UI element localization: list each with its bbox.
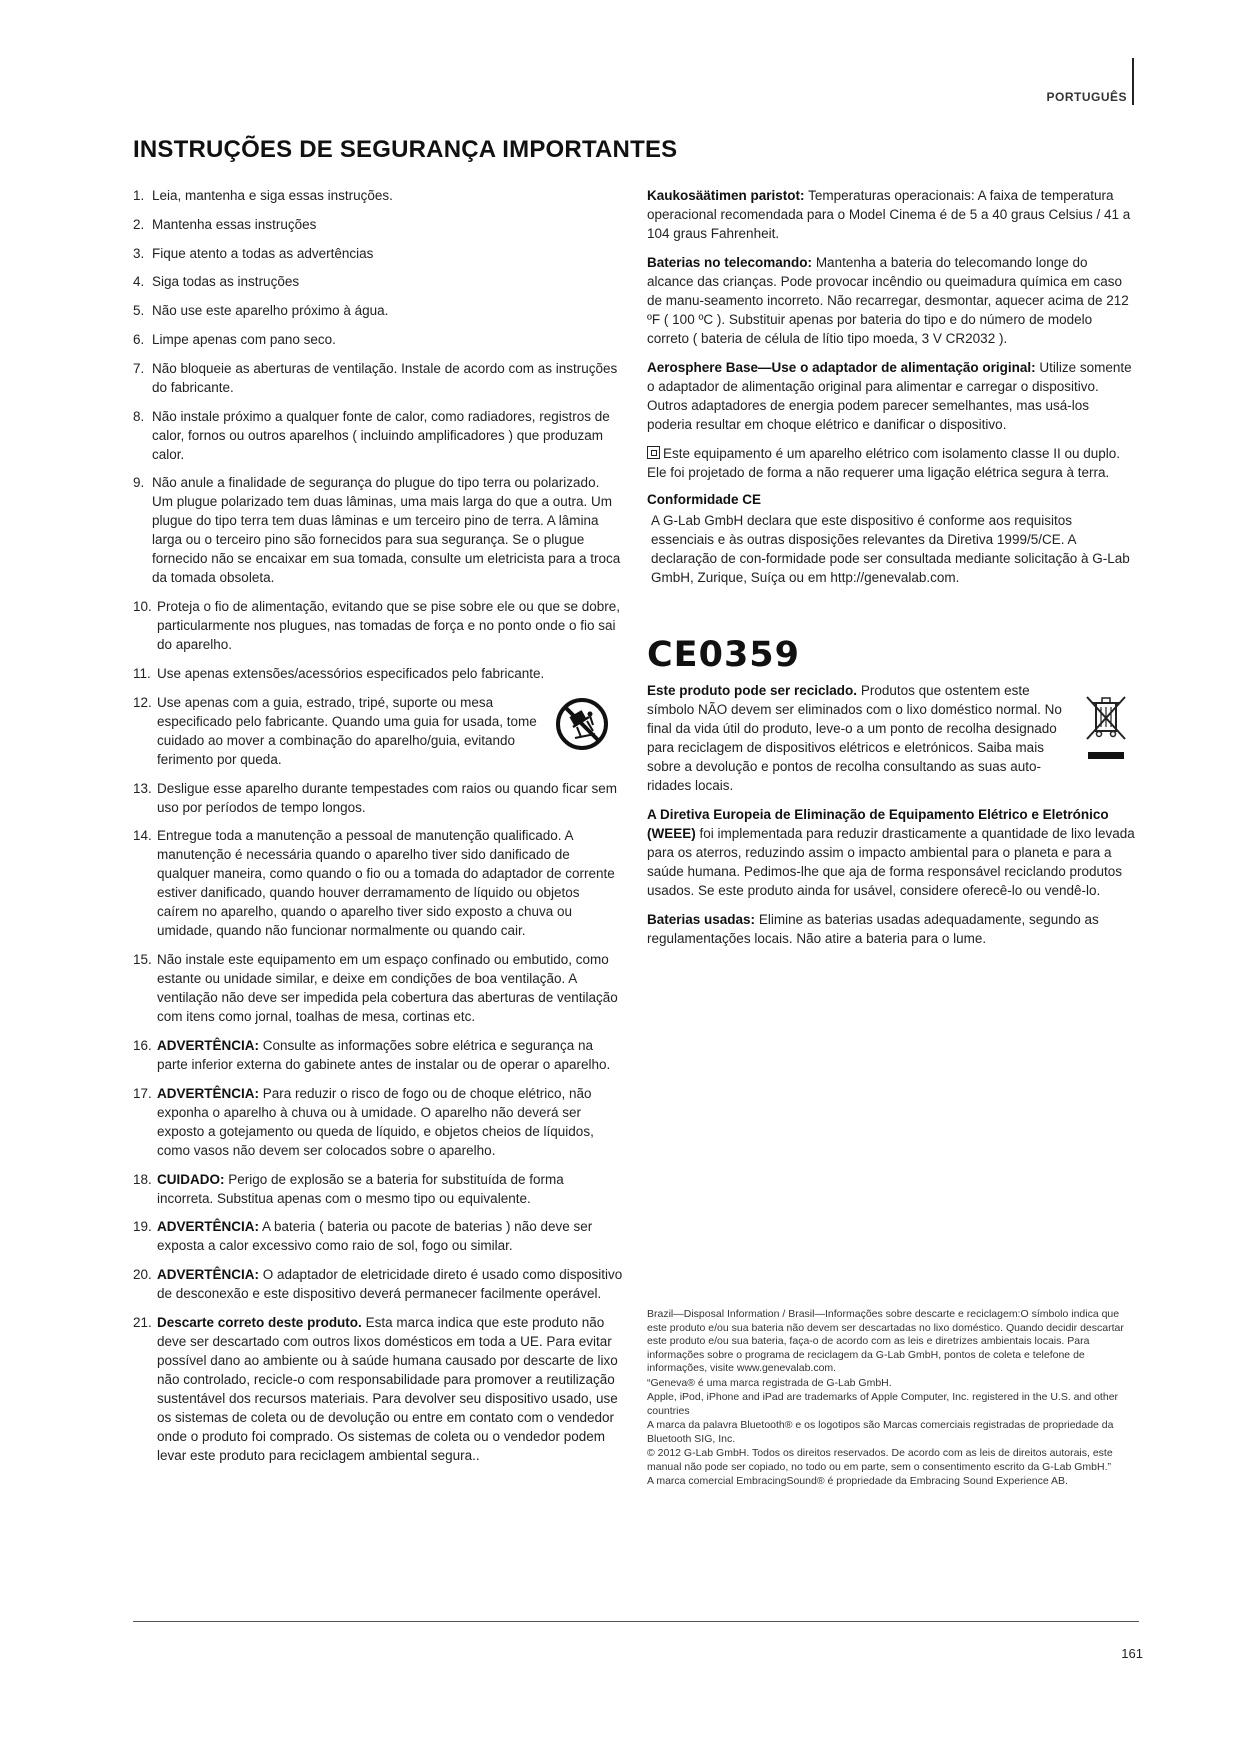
list-item: 14. Entregue toda a manutenção a pessoal de manutenção qualificado. A manutenção é necessária quando o aparelho tiver sido danificado de qualquer maneira, como quando o fio ou a tomada do adaptador de corrente estiver danificado, quando houver derramamento de líquido ou objetos caírem no aparelho, quando o aparelho tiver sido exposto a chuva ou umidade, quando não funcionar normalmente ou quando cair. xyxy=(133,828,615,939)
weee-bin-icon-wrap xyxy=(1079,693,1133,759)
footer-rule xyxy=(133,1621,1139,1622)
list-item: 4. Siga todas as instruções xyxy=(133,274,300,290)
safety-instructions-column xyxy=(133,186,623,1475)
list-item: 10. Proteja o fio de alimentação, evitando que se pise sobre ele ou que se dobre, particularmente nos plugues, nas tomadas de força e no ponto onde o fio sai do aparelho. xyxy=(133,599,621,653)
safety-instructions-list xyxy=(133,186,623,1465)
list-item: 2. Mantenha essas instruções xyxy=(133,216,317,232)
ce-conformity-paragraph: A G-Lab GmbH declara que este dispositivo é conforme aos requisitos essenciais e às outras disposições relevantes da Diretiva 1999/5/CE. A declaração de con-formidade pode ser consultada mediante solicitação à G-Lab GmbH, Zurique, Suíça ou em http://genevalab.com. xyxy=(651,513,1130,585)
language-label: PORTUGUÊS xyxy=(1046,90,1127,104)
bluetooth-trademark-note: A marca da palavra Bluetooth® e os logotipos são Marcas comerciais registradas de propriedade da Bluetooth SIG, Inc. xyxy=(647,1419,1114,1445)
legal-notes xyxy=(647,1308,1137,1490)
list-item: 1. Leia, mantenha e siga essas instruções. xyxy=(133,188,393,203)
recycle-paragraph: Este produto pode ser reciclado. Produtos que ostentem este símbolo NÃO devem ser eliminados com o lixo doméstico normal. No final da vida útil do produto, leve-o a um ponto de recolha designado para reciclagem de dispositivos elétricos e eletrónicos. Saiba mais sobre a devolução e pontos de recolha consultando as suas auto-ridades locais. xyxy=(647,681,1137,795)
geneva-trademark-note: “Geneva® é uma marca registrada de G-Lab GmbH. xyxy=(647,1376,892,1389)
list-item: 8. Não instale próximo a qualquer fonte de calor, como radiadores, registros de calor, fornos ou outros aparelhos ( incluindo amplificadores ) que produzam calor. xyxy=(133,408,610,462)
list-item: 7. Não bloqueie as aberturas de ventilação. Instale de acordo com as instruções do fabricante. xyxy=(133,360,618,395)
list-item: 12. Use apenas com a guia, estrado, tripé, suporte ou mesa especificado pelo fabricante. Quando uma guia for usada, tome cuidado ao mover a combinação do aparelho/guia, evitando ferimento por queda. xyxy=(133,693,623,769)
bin-bar xyxy=(1088,752,1124,759)
crossed-bin-icon xyxy=(1084,693,1128,741)
brazil-disposal-note: Brazil—Disposal Information / Brasil—Informações sobre descarte e reciclagem:O símbolo indica que este produto e/ou sua bateria não devem ser descartadas no lixo doméstico. Quando decidir descartar este produto e/ou sua bateria, faça-o de acordo com as leis e diretrizes ambientais locais. Para informações sobre o programa de reciclagem da G-Lab GmbH, pontos de coleta e telefone de informações, visite www.genevalab.com. xyxy=(647,1308,1124,1374)
ce-conformity-heading: Conformidade CE xyxy=(647,492,762,507)
used-batteries-paragraph: Baterias usadas: Elimine as baterias usadas adequadamente, segundo as regulamentações locais. Não atire a bateria para o lume. xyxy=(647,912,1099,946)
double-insulation-icon xyxy=(647,446,660,459)
list-item: 11. Use apenas extensões/acessórios especificados pelo fabricante. xyxy=(133,665,545,681)
apple-trademark-note: Apple, iPod, iPhone and iPad are trademarks of Apple Computer, Inc. registered in the U.S. and other countries xyxy=(647,1391,1119,1417)
ce-mark-logo: CE0359 xyxy=(647,635,801,675)
remote-battery-warning-paragraph: Baterias no telecomando: Mantenha a bateria do telecomando longe do alcance das crianças. Pode provocar incêndio ou queimadura química em caso de manu-seamento incorreto. Não recarregar, desmontar, aquecer acima de 212 ºF ( 100 ºC ). Substituir apenas por bateria do tipo e do número de modelo correto ( bateria de célula de lítio tipo moeda, 3 V CR2032 ). xyxy=(647,255,1129,346)
list-item: 16. ADVERTÊNCIA: Consulte as informações sobre elétrica e segurança na parte inferior externa do gabinete antes de instalar ou de operar o aparelho. xyxy=(133,1037,611,1072)
list-item: 19. ADVERTÊNCIA: A bateria ( bateria ou pacote de baterias ) não deve ser exposta a calor excessivo como raio de sol, fogo ou similar. xyxy=(133,1219,593,1254)
list-item: 20. ADVERTÊNCIA: O adaptador de eletricidade direto é usado como dispositivo de desconexão e este dispositivo deverá permanecer facilmente operável. xyxy=(133,1267,623,1302)
list-item: 15. Não instale este equipamento em um espaço confinado ou embutido, como estante ou unidade similar, e deixe em condições de boa ventilação. A ventilação não deve ser impedida pela cobertura das aberturas de ventilação com itens como jornal, toalhas de mesa, cortinas etc. xyxy=(133,952,618,1025)
list-item: 5. Não use este aparelho próximo à água. xyxy=(133,303,389,319)
list-item: 9. Não anule a finalidade de segurança do plugue do tipo terra ou polarizado. Um plugue polarizado tem duas lâminas, uma mais larga do que a outra. Um plugue do tipo terra tem duas lâminas e um terceiro pino de terra. A lâmina larga ou o terceiro pino são fornecidos para sua segurança. Se o plugue fornecido não se encaixar em sua tomada, consulte um eletricista para a troca da tomada obsoleta. xyxy=(133,475,621,586)
class-ii-paragraph: Este equipamento é um aparelho elétrico com isolamento classe II ou duplo. Ele foi projetado de forma a não requerer uma ligação elétrica segura à terra. xyxy=(647,446,1121,480)
remote-battery-temperature-paragraph: Kaukosäätimen paristot: Temperaturas operacionais: A faixa de temperatura operacional recomendada para o Model Cinema é de 5 a 40 graus Celsius / 41 a 104 graus Fahrenheit. xyxy=(647,188,1131,241)
header-rule xyxy=(1132,58,1134,105)
embracingsound-trademark-note: A marca comercial EmbracingSound® é propriedade da Embracing Sound Experience AB. xyxy=(647,1475,1068,1487)
list-item: 18. CUIDADO: Perigo de explosão se a bateria for substituída de forma incorreta. Substitua apenas com o mesmo tipo ou equivalente. xyxy=(133,1171,564,1206)
list-item: 6. Limpe apenas com pano seco. xyxy=(133,331,336,347)
list-item: 3. Fique atento a todas as advertências xyxy=(133,245,374,261)
copyright-note: © 2012 G-Lab GmbH. Todos os direitos reservados. De acordo com as leis de direitos autorais, este manual não pode ser copiado, no todo ou em parte, sem o consentimento escrito da G-Lab GmbH.” xyxy=(647,1447,1113,1473)
power-adapter-paragraph: Aerosphere Base—Use o adaptador de alimentação original: Utilize somente o adaptador de alimentação original para alimentar e carregar o dispositivo. Outros adaptadores de energia podem parecer semelhantes, mas usá-los poderia resultar em choque elétrico e danificar o dispositivo. xyxy=(647,360,1132,432)
cart-tip-over-warning-icon xyxy=(555,697,609,751)
page-number: 161 xyxy=(1121,1646,1143,1661)
list-item: 17. ADVERTÊNCIA: Para reduzir o risco de fogo ou de choque elétrico, não exponha o aparelho à chuva ou à umidade. O aparelho não deverá ser exposto a gotejamento ou queda de líquido, e objetos cheios de líquidos, como vasos não devem ser colocados sobre o aparelho. xyxy=(133,1085,594,1158)
weee-paragraph: A Diretiva Europeia de Eliminação de Equipamento Elétrico e Eletrónico (WEEE) foi implementada para reduzir drasticamente a quantidade de lixo levada para os aterros, reduzindo assim o impacto ambiental para o planeta e para a saúde humana. Pedimos-lhe que aja de forma responsável reciclando produtos usados. Se este produto ainda for usável, considere oferecê-lo ou vendê-lo. xyxy=(647,807,1135,898)
list-item: 21. Descarte correto deste produto. Esta marca indica que este produto não deve ser descartado com outros lixos domésticos em toda a UE. Para evitar possível dano ao ambiente ou à saúde humana causado por descarte de lixo não controlado, recicle-o com responsabilidade para promover a reutilização sustentável dos recursos materiais. Para devolver seu dispositivo usado, use os sistemas de coleta ou de devolução ou entre em contato com o vendedor onde o produto foi comprado. Os sistemas de coleta ou o vendedor podem levar este produto para reciclagem ambiental segura.. xyxy=(133,1314,618,1463)
compliance-column xyxy=(647,186,1137,958)
page-title: INSTRUÇÕES DE SEGURANÇA IMPORTANTES xyxy=(133,136,678,163)
list-item: 13. Desligue esse aparelho durante tempestades com raios ou quando ficar sem uso por períodos de tempo longos. xyxy=(133,780,618,815)
